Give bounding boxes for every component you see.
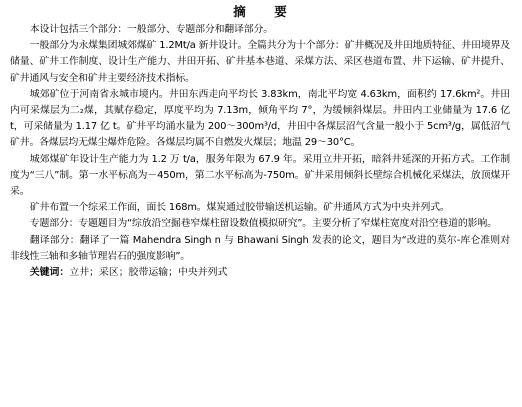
abstract-title: 摘 要 [233, 4, 295, 19]
keywords-line [10, 265, 510, 281]
paragraph-intro: 本设计包括三个部分：一般部分、专题部分和翻译部分。 [29, 24, 273, 35]
paragraph-working-face: 矿井布置一个综采工作面，面长 168m。煤炭通过胶带输送机运输。矿井通风方式为中央并列式。 [29, 202, 450, 214]
paragraph-design-capacity: 城郊煤矿年设计生产能力为 1.2 万 t/a，服务年限为 67.9 年。采用立井开拓，暗斜井延深的开拓方式。工作制度为“三八”制。第一水平标高为－450m，第二水平标高为-750m。矿井采用倾斜长壁综合机械化采煤法，放顶煤开采。 [10, 153, 510, 198]
paragraph-special-topic: 专题部分：专题题目为“综放沿空掘巷窄煤柱留设数值模拟研究”。主要分析了窄煤柱宽度对沿空巷道的影响。 [29, 218, 497, 230]
paragraph-mine-overview: 城郊矿位于河南省永城市境内。井田东西走向平均长 3.83km，南北平均宽 4.63km，面积约 17.6km²。井田内可采煤层为二₂煤，其赋存稳定，厚度平均为 7.13m，倾角平均 7°，为缓倾斜煤层。井田内工业储量为 17.6 亿 t，可采储量为 1.17 亿 t。矿井平均涌水量为 200～300m³/d，井田中各煤层沼气含量一般小于 5cm³/g，属低沼气矿井。各煤层均无煤尘爆炸危险。各煤层均属不自燃发火煤层；地温 29～30°C。 [10, 88, 510, 149]
keywords-value: 立井；采区；胶带运输；中央并列式 [69, 267, 228, 279]
paragraph-general-part: 一般部分为永煤集团城郊煤矿 1.2Mt/a 新井设计。全篇共分为十个部分：矿井概况及井田地质特征、井田境界及储量、矿井工作制度、设计生产能力、井田开拓、矿井基本巷道、采煤方法、采区巷道布置、井下运输、矿井提升、矿井通风与安全和矿井主要经济技术指标。 [10, 40, 510, 84]
abstract-page [10, 4, 510, 402]
paragraph-translation: 翻译部分：翻译了一篇 Mahendra Singh n 与 Bhawani Singh 发表的论文，题目为“改进的莫尔-库仑准则对非线性三轴和多轴节理岩石的强度影响”。 [10, 234, 510, 262]
keywords-label: 关键词： [29, 267, 70, 279]
